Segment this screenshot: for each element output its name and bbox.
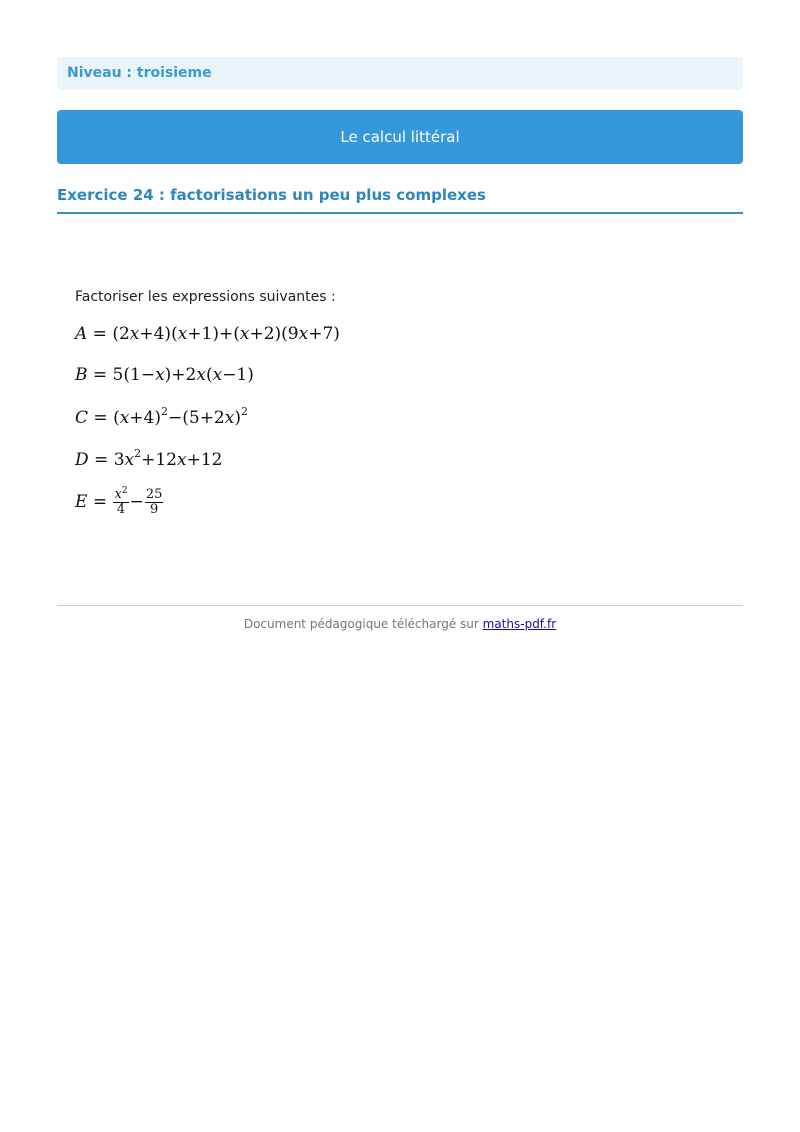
fraction-25-over-9: $\frac{25}{9}$ bbox=[145, 487, 163, 517]
exercise-instruction: Factoriser les expressions suivantes : bbox=[75, 289, 336, 305]
exercise-heading bbox=[57, 185, 743, 214]
exercise-content bbox=[75, 287, 675, 517]
level-label: Niveau : troisieme bbox=[67, 65, 212, 81]
exercise-title: Exercice 24 : factorisations un peu plus complexes bbox=[57, 186, 486, 204]
footer bbox=[0, 617, 800, 631]
footer-link[interactable]: maths-pdf.fr bbox=[482, 617, 557, 631]
expression-e: E = $\frac{x^2}{4}$ − $\frac{25}{9}$ bbox=[75, 486, 163, 517]
expression-c: $C = (x+4)^2-(5+2x)^2$ bbox=[75, 405, 248, 428]
fraction-x2-over-4: $\frac{x^2}{4}$ bbox=[114, 486, 128, 517]
expression-d: $D = 3x^2+12x+12$ bbox=[75, 447, 223, 470]
expression-b: B = 5(1−x)+2x(x−1) bbox=[75, 365, 254, 385]
level-badge bbox=[57, 57, 743, 90]
footer-divider bbox=[57, 605, 743, 606]
footer-text: Document pédagogique téléchargé sur bbox=[243, 617, 483, 631]
chapter-banner bbox=[57, 110, 743, 164]
chapter-title: Le calcul littéral bbox=[340, 128, 460, 146]
expression-a: A = (2x+4)(x+1)+(x+2)(9x+7) bbox=[75, 324, 340, 344]
